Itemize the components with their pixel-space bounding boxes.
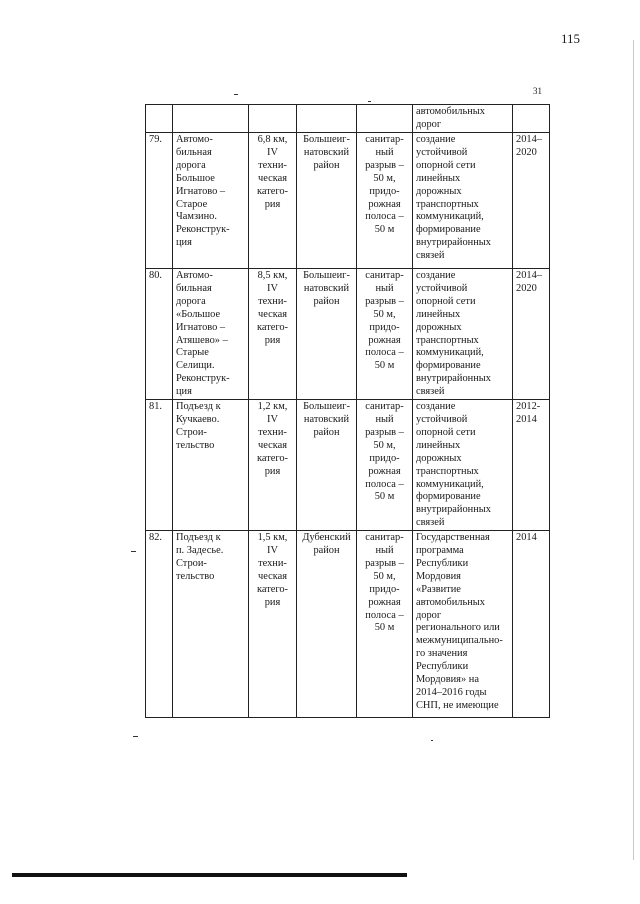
scan-speck [131, 551, 136, 552]
table-row [146, 269, 550, 400]
table-row [146, 400, 550, 531]
cell-name: Подъезд к Кучкаево. Строи- тельство [173, 400, 249, 531]
cell-period: 2014– 2020 [513, 133, 550, 269]
cell-district: Большеиг- натовский район [297, 133, 357, 269]
table-row-continuation [146, 105, 550, 133]
cell-name: Автомо- бильная дорога Большое Игнатово – Старое Чамзино. Реконструк- ция [173, 133, 249, 269]
road-construction-table [145, 104, 550, 718]
cell-params: 6,8 км, IV техни- ческая катего- рия [249, 133, 297, 269]
cell-district [297, 105, 357, 133]
cell-zone: санитар- ный разрыв – 50 м, придо- рожная полоса – 50 м [357, 400, 413, 531]
cell-zone: санитар- ный разрыв – 50 м, придо- рожная полоса – 50 м [357, 269, 413, 400]
cell-params [249, 105, 297, 133]
cell-purpose: Государственная программа Республики Мордовия «Развитие автомобильных дорог регионального или межмуниципально- го значения Республики Мордовия» на 2014–2016 годы СНП, не имеющие [413, 531, 513, 718]
cell-zone [357, 105, 413, 133]
cell-num: 82. [146, 531, 173, 718]
scan-edge-line [12, 873, 407, 877]
cell-purpose: создание устойчивой опорной сети линейных дорожных транспортных коммуникаций, формирование внутрирайонных связей [413, 133, 513, 269]
cell-params: 8,5 км, IV техни- ческая катего- рия [249, 269, 297, 400]
cell-period: 2014– 2020 [513, 269, 550, 400]
cell-zone: санитар- ный разрыв – 50 м, придо- рожная полоса – 50 м [357, 531, 413, 718]
cell-params: 1,5 км, IV техни- ческая катего- рия [249, 531, 297, 718]
cell-num: 81. [146, 400, 173, 531]
cell-purpose: создание устойчивой опорной сети линейных дорожных транспортных коммуникаций, формирование внутрирайонных связей [413, 269, 513, 400]
cell-num: 79. [146, 133, 173, 269]
document-page-number: 31 [533, 86, 542, 96]
cell-name [173, 105, 249, 133]
cell-purpose: создание устойчивой опорной сети линейных дорожных транспортных коммуникаций, формирование внутрирайонных связей [413, 400, 513, 531]
cell-district: Большеиг- натовский район [297, 269, 357, 400]
cell-period [513, 105, 550, 133]
cell-params: 1,2 км, IV техни- ческая катего- рия [249, 400, 297, 531]
scan-speck [431, 740, 433, 741]
cell-name: Автомо- бильная дорога «Большое Игнатово – Атяшево» – Старые Селищи. Реконструк- ция [173, 269, 249, 400]
table-row [146, 531, 550, 718]
scan-page-edge [633, 40, 634, 860]
scan-speck [133, 736, 138, 737]
scan-speck [234, 94, 238, 95]
cell-period: 2014 [513, 531, 550, 718]
cell-num: 80. [146, 269, 173, 400]
cell-purpose: автомобильных дорог [413, 105, 513, 133]
archive-page-number: 115 [561, 31, 581, 46]
cell-district: Дубенский район [297, 531, 357, 718]
cell-num [146, 105, 173, 133]
table-row [146, 133, 550, 269]
scan-speck [368, 101, 371, 102]
cell-district: Большеиг- натовский район [297, 400, 357, 531]
cell-zone: санитар- ный разрыв – 50 м, придо- рожная полоса – 50 м [357, 133, 413, 269]
cell-period: 2012- 2014 [513, 400, 550, 531]
cell-name: Подъезд к п. Задесье. Строи- тельство [173, 531, 249, 718]
